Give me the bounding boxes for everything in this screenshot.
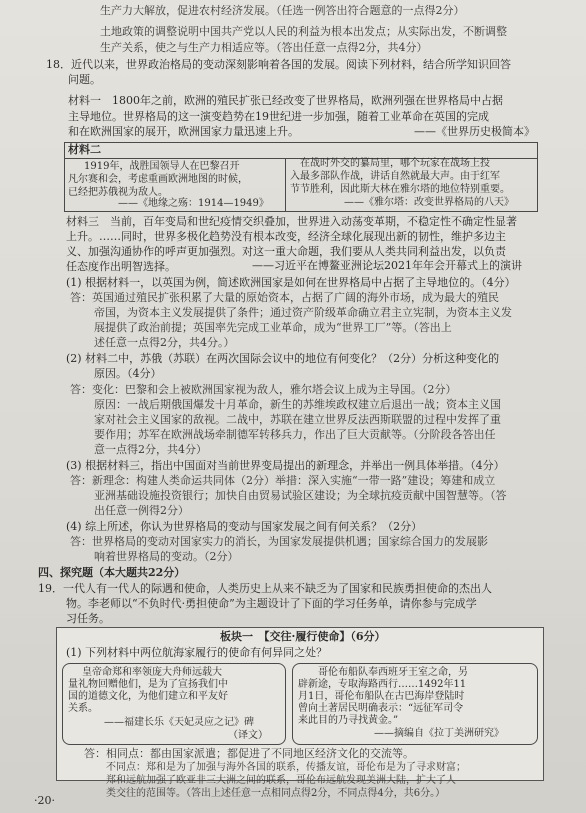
material-1-line-2: 主导地位。世界格局的这一演变趋势在19世纪进一步加强，随着工业革命在英国的完成	[68, 110, 489, 123]
q18-answer-4-line-2: 响着世界格局的变动。（2分）	[94, 550, 239, 563]
material-2-right-line-1: 在战时外交的纂局里，哪个玩家在战场上投	[300, 158, 490, 169]
q18-answer-3-line-3: 出任意一例得2分）	[94, 504, 189, 517]
q18-sub-2: (2) 材料二中，苏俄（苏联）在两次国际会议中的地位有何变化？（2分）分析这种变化的	[66, 352, 500, 365]
q18-intro-cont: 问题。	[68, 73, 101, 86]
module-1-answer-line-2: 不同点：郑和是为了加强与海外各国的联系，传播友谊，哥伦布是为了寻求财富；	[106, 762, 466, 773]
material-2-right-source: ——《雅尔塔：改变世界格局的八天》	[344, 197, 514, 208]
module-1-title: 板块一 【交往·履行使命】（6分）	[220, 630, 386, 643]
module-1-answer-line-4: 类交往的范围等。（答出上述任意一点相同点得2分，不同点得4分，共6分。）	[106, 788, 446, 799]
zheng-he-text-3: 国的道德文化，为他们建立和平友好	[68, 691, 228, 702]
q18-answer-2-line-2: 原因：一战后期俄国爆发十月革命，新生的苏维埃政权建立后退出一战；资本主义国	[94, 398, 501, 411]
columbus-text-4: 曾向土著居民明确表示：“远征军司令	[298, 703, 464, 714]
q18-answer-2-line-4: 要作用；苏军在欧洲战场牵制德军转移兵力，作出了巨大贡献等。（分阶段各答出任	[94, 428, 496, 441]
q19-intro-line-1: 19．一代人有一代人的际遇和使命，人类历史上从来不缺乏为了国家和民族勇担使命的杰出人	[38, 582, 492, 595]
zheng-he-source: ——福建长乐《天妃灵应之记》碑	[104, 717, 254, 728]
material-2-left-source: ——《地缘之殇：1914—1949》	[118, 198, 269, 209]
q18-sub-3: (3) 根据材料三，指出中国面对当前世界变局提出的新理念，并举出一例具体举措。（4分）	[66, 459, 505, 472]
columbus-text-5: 来此目的乃寻找黄金。”	[298, 715, 399, 726]
q18-answer-1-line-1: 答：英国通过殖民扩张积累了大量的原始资本，占据了广阔的海外市场，成为最大的殖民	[70, 291, 499, 304]
top-answer-line-3: 生产关系，使之与生产力相适应等。（答出任意一点得2分，共4分）	[100, 41, 428, 54]
zheng-he-text-1: 皇帝命郑和率领庞大舟师远载大	[82, 667, 222, 678]
page-number: ·20·	[34, 794, 55, 807]
q18-answer-1-line-3: 展提供了政治前提；英国率先完成工业革命，成为“世界工厂”等。（答出上	[94, 321, 452, 334]
q18-answer-2-line-3: 家对社会主义国家的敌视。二战中，苏联在建立世界反法西斯联盟的过程中发挥了重	[94, 413, 501, 426]
zheng-he-text-4: 关系。	[68, 703, 98, 714]
material-3-line-3: 义、加强沟通协作的呼声更加强烈。对这一重大命题，我们要从人类共同利益出发，以负责	[66, 245, 506, 258]
q18-answer-2-line-5: 意一点得2分，共4分）	[94, 443, 207, 456]
top-answer-line-2: 土地政策的调整说明中国共产党以人民的利益为根本出发点；从实际出发，不断调整	[100, 25, 507, 38]
q18-answer-1-line-2: 帝国，为资本主义发展提供了条件；通过资产阶级革命确立君主立宪制，为资本主义发	[94, 306, 512, 319]
q18-answer-3-line-2: 亚洲基础设施投资银行；加快自由贸易试验区建设；为全球抗疫贡献中国智慧等。（答	[94, 489, 507, 502]
section-4-title: 四、探究题（本大题共22分）	[38, 566, 186, 579]
columbus-text-3: 月1日，哥伦布船队在古巴海岸登陆时	[298, 691, 465, 702]
material-2-left-line-3: 已经把苏俄视为敌人。	[68, 187, 168, 198]
q18-answer-3-line-1: 答：新理念：构建人类命运共同体（2分）举措：深入实施“一带一路”建设；筹建和成立	[70, 474, 496, 487]
q18-answer-1-line-4: 述任意一点得2分，共4分。）	[94, 336, 235, 349]
module-1-answer-line-3: 郑和远航加强了欧亚非三大洲之间的联系，哥伦布远航发现美洲大陆，扩大了人	[106, 775, 456, 786]
q18-sub-1: (1) 根据材料一，以英国为例，简述欧洲国家是如何在世界格局中占据了主导地位的。（4分）	[66, 276, 516, 289]
material-2-label: 材料二	[68, 143, 101, 156]
material-2-left-line-1: 1919年，战胜国领导人在巴黎召开	[84, 161, 240, 172]
material-1-source: ——《世界历史极简本》	[414, 125, 535, 138]
material-3-line-4: 任态度作出明智选择。	[66, 260, 176, 273]
q19-intro-line-3: 习任务。	[66, 612, 110, 625]
material-2-left-line-2: 凡尔赛和会，考虑重画欧洲地图的时候，	[68, 174, 248, 185]
material-3-line-1: 材料三 当前，百年变局和世纪疫情交织叠加，世界进入动荡变革期，不稳定性不确定性显著	[66, 215, 517, 228]
columbus-source: ——摘编自《拉丁美洲研究》	[374, 728, 504, 739]
q18-intro: 18．近代以来，世界政治格局的变动深刻影响着各国的发展。阅读下列材料，结合所学知识回答	[46, 58, 511, 71]
material-2-divider	[285, 158, 286, 211]
q18-answer-4-line-1: 答：世界格局的变动对国家实力的消长，为国家发展提供机遇；国家综合国力的发展影	[70, 535, 488, 548]
q18-answer-2-line-1: 答：变化：巴黎和会上被欧洲国家视为敌人，雅尔塔会议上成为主导国。（2分）	[70, 383, 457, 396]
material-1-line-1: 材料一 1800年之前，欧洲的殖民扩张已经改变了世界格局，欧洲列强在世界格局中占据	[68, 94, 503, 107]
columbus-text-2: 辟新途，专取海路西行……1492年11	[298, 679, 467, 690]
columbus-text-1: 哥伦布船队奉西班牙王室之命，另	[318, 667, 468, 678]
module-1-answer-line-1: 答：相同点：都由国家派遣；都促进了不同地区经济文化的交流等。	[84, 747, 414, 760]
q19-intro-line-2: 物。李老师以“不负时代·勇担使命”为主题设计了下面的学习任务单，请你参与完成学	[66, 597, 477, 610]
material-3-line-2: 上升。……同时，世界多极化趋势没有根本改变，经济全球化展现出新的韧性，维护多边主	[66, 230, 506, 243]
q18-sub-4: (4) 综上所述，你认为世界格局的变动与国家发展之间有何关系？（2分）	[66, 520, 423, 533]
top-answer-line-1: 生产力大解放，促进农村经济发展。（任选一例答出符合题意的一点得2分）	[100, 4, 465, 17]
q18-sub-2-cont: 原因。（4分）	[94, 367, 162, 380]
material-1-line-3: 和在欧洲国家的展开，欧洲国家力量迅速上升。	[68, 125, 299, 138]
module-1-question: (1) 下列材料中两位航海家履行的使命有何异同之处？	[66, 646, 328, 659]
material-3-source: ——习近平在博鳌亚洲论坛2021年年会开幕式上的演讲	[252, 259, 522, 272]
material-2-right-line-2: 入最多部队作战，讲话自然就最大声。由于红军	[290, 171, 500, 182]
material-2-right-line-3: 节节胜利，因此斯大林在雅尔塔的地位特别重要。	[290, 184, 510, 195]
zheng-he-source-note: （译文）	[228, 730, 268, 741]
zheng-he-text-2: 量礼物回赠他们，是为了宣扬我们中	[68, 679, 228, 690]
